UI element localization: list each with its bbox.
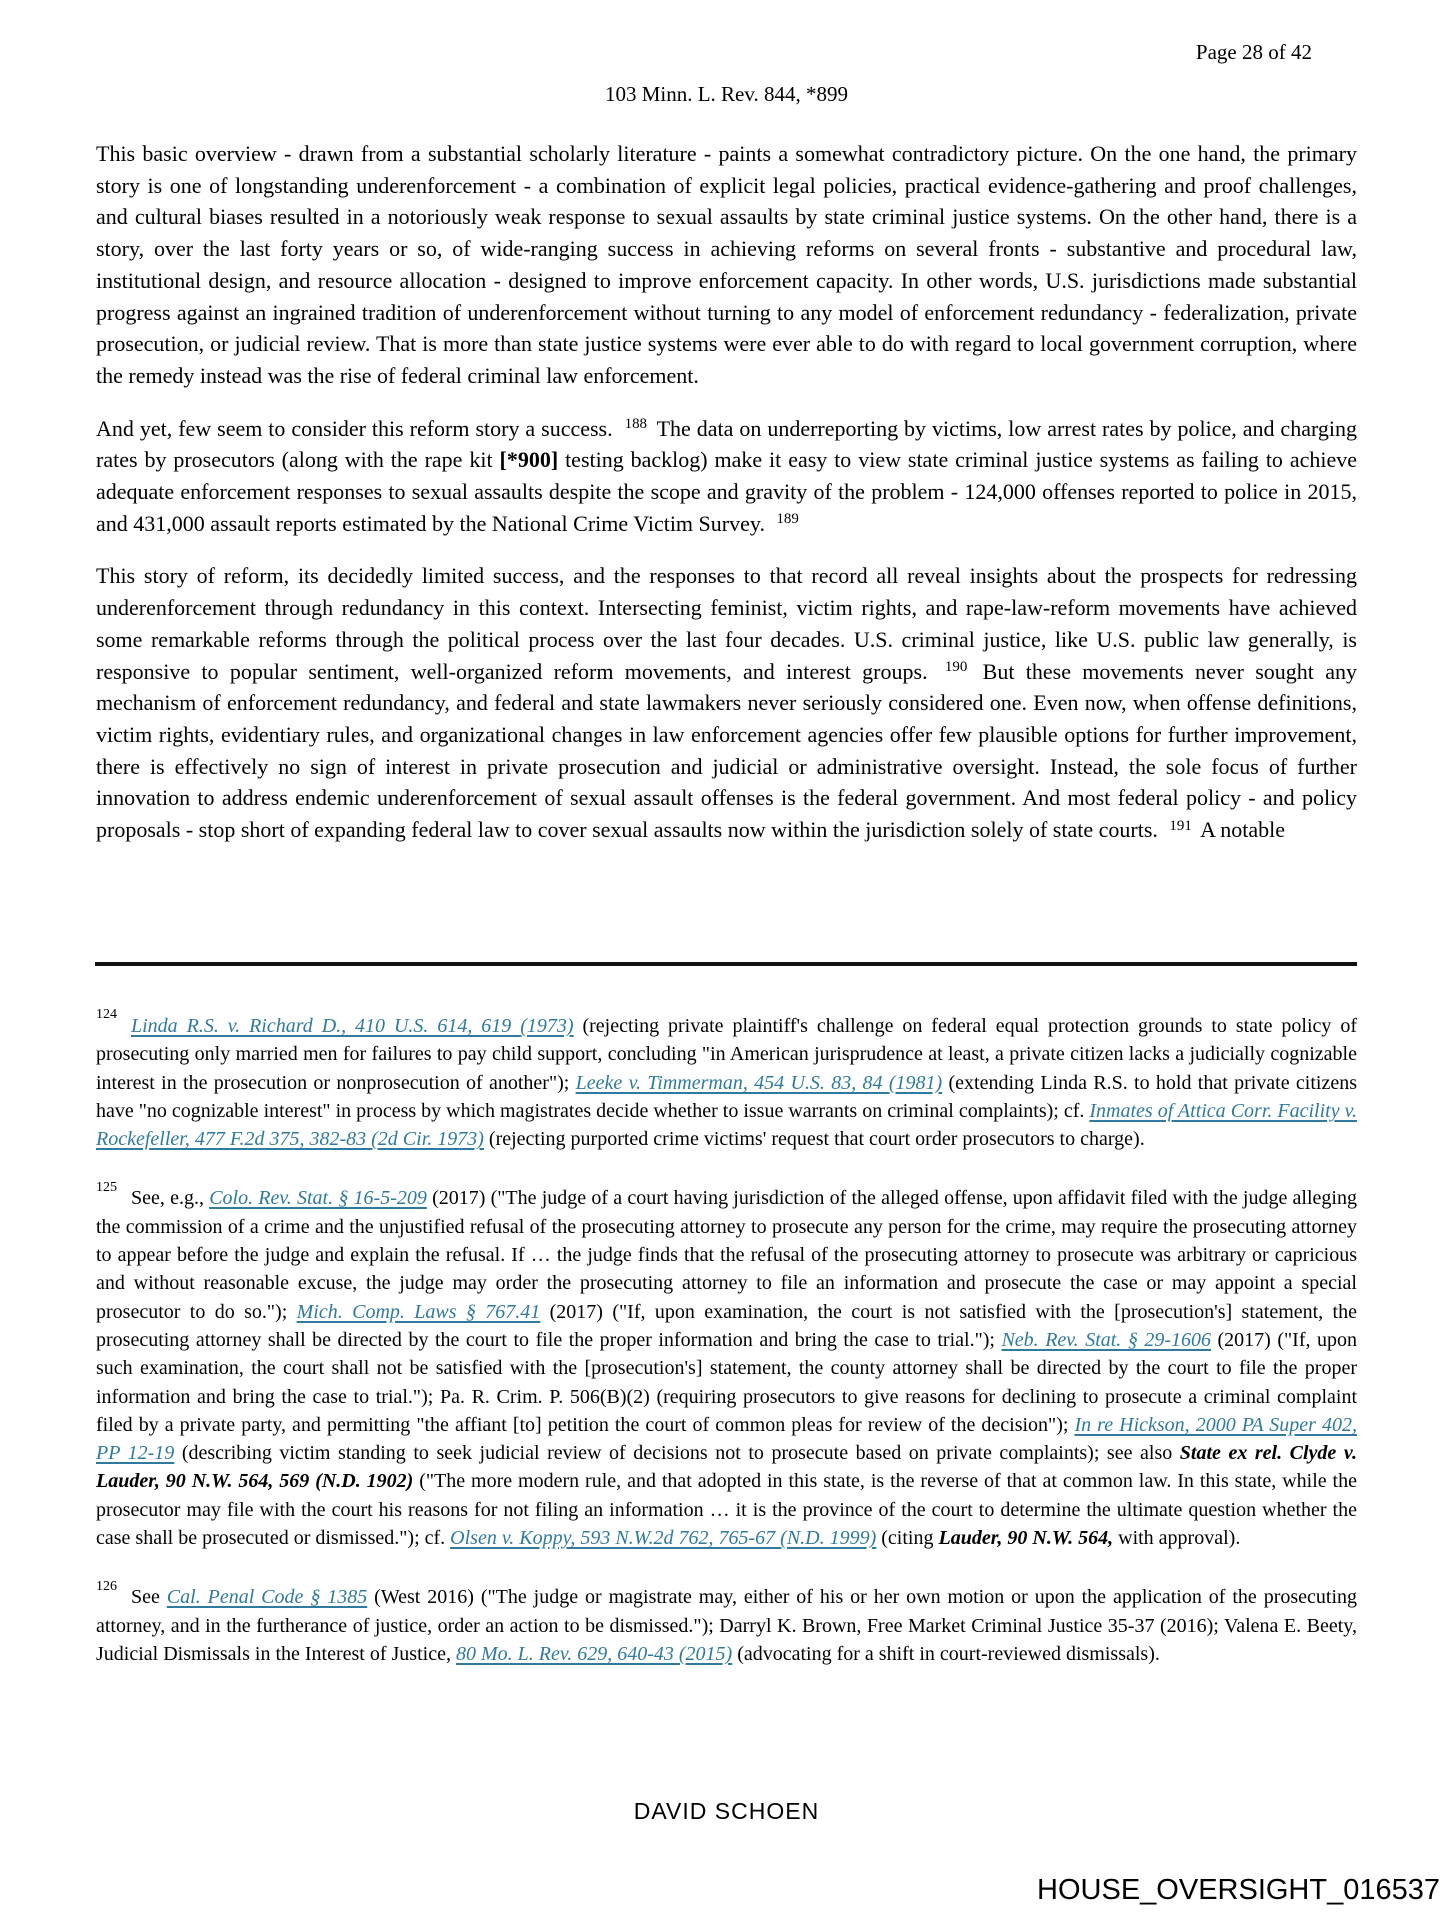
- footnote-125: [96, 1179, 1358, 1552]
- footnote-number-126: 126: [96, 1578, 117, 1594]
- text-segment: But these movements never sought any mechanism of enforcement redundancy, and federal and state lawmakers never seriously considered one. Even now, when offense definitions, victim rights, evidentiary rules, and organizational changes in law enforcement agencies offer few plausible options for further improvement, there is effectively no sign of interest in private prosecution and judicial or administrative oversight. Instead, the sole focus of further innovation to address endemic underenforcement of sexual assault offenses is the federal government. And most federal policy - and policy proposals - stop short of expanding federal law to cover sexual assaults now within the jurisdiction solely of state courts.: [96, 658, 1357, 843]
- body-text: [96, 138, 1357, 867]
- citation-link[interactable]: Colo. Rev. Stat. § 16-5-209: [209, 1187, 427, 1210]
- footnote-126: [96, 1578, 1357, 1668]
- text-segment: This story of reform, its decidedly limited success, and the responses to that record all reveal insights about the prospects for redressing underenforcement through redundancy in this context. Intersecting feminist, victim rights, and rape-law-reform movements have achieved some remarkable reforms through the political process over the last four decades. U.S. criminal justice, like U.S. public law generally, is responsive to popular sentiment, well-organized reform movements, and interest groups.: [96, 563, 1357, 684]
- footnotes-section: [96, 1007, 1358, 1699]
- citation-link[interactable]: Mich. Comp. Laws § 767.41: [296, 1300, 541, 1323]
- text-segment: (citing: [876, 1527, 939, 1550]
- citation-link[interactable]: Neb. Rev. Stat. § 29-1606: [1001, 1328, 1211, 1351]
- footnote-ref-sup: 190: [944, 659, 968, 676]
- citation-header: 103 Minn. L. Rev. 844, *899: [604, 82, 849, 106]
- text-segment: (advocating for a shift in court-reviewed dismissals).: [732, 1642, 1160, 1665]
- text-segment: The data on underreporting by victims, low arrest rates by police, and charging rates by prosecutors (along with the rape kit: [96, 415, 1357, 473]
- citation-link[interactable]: Linda R.S. v. Richard D., 410 U.S. 614, 619 (1973): [131, 1015, 574, 1037]
- footnote-text-126: [96, 1586, 1357, 1665]
- bates-number: HOUSE_OVERSIGHT_016537: [1037, 1874, 1440, 1906]
- text-segment: See, e.g.,: [131, 1187, 210, 1210]
- text-segment: (rejecting private plaintiff's challenge on federal equal protection grounds to state policy of prosecuting only married men for failures to pay child support, concluding "in American jurisprudence at least, a private citizen lacks a judicially cognizable interest in the prosecution or nonprosecution of another");: [96, 1015, 1358, 1094]
- footnote-number-124: 124: [96, 1007, 117, 1023]
- footnote-124: [96, 1007, 1358, 1153]
- text-segment: See: [131, 1586, 167, 1609]
- citation-link[interactable]: 80 Mo. L. Rev. 629, 640-43 (2015): [455, 1642, 733, 1665]
- text-segment: (rejecting purported crime victims' request that court order prosecutors to charge).: [483, 1128, 1145, 1151]
- footnote-text-124: [96, 1015, 1357, 1150]
- page-ref-bold: [*900]: [499, 447, 559, 473]
- text-segment: (2017) ("If, upon such examination, the court shall not be satisfied with the [prosecution's] statement, the county attorney shall be directed by the court to file the proper information and bring the case to trial."); Pa. R. Crim. P. 506(B)(2) (requiring prosecutors to give reasons for declining to prosecute a criminal complaint filed by a private party, and permitting "the affiant [to] petition the court of common pleas for review of the decision");: [96, 1328, 1357, 1436]
- author-footer: DAVID SCHOEN: [633, 1798, 820, 1824]
- body-paragraph-1: [96, 138, 1357, 392]
- citation-link[interactable]: Inmates of Attica Corr. Facility v. Rockefeller, 477 F.2d 375, 382-83 (2d Cir. 1973): [96, 1099, 1357, 1151]
- text-segment: This basic overview - drawn from a substantial scholarly literature - paints a somewhat contradictory picture. On the one hand, the primary story is one of longstanding underenforcement - a combination of explicit legal policies, practical evidence-gathering and proof challenges, and cultural biases resulted in a notoriously weak response to sexual assaults by state criminal justice systems. On the other hand, there is a story, over the last forty years or so, of wide-ranging success in achieving reforms on several fronts - substantive and procedural law, institutional design, and resource allocation - designed to improve enforcement capacity. In other words, U.S. jurisdictions made substantial progress against an ingrained tradition of underenforcement without turning to any model of enforcement redundancy - federalization, private prosecution, or judicial review. That is more than state justice systems were ever able to do with regard to local government corruption, where the remedy instead was the rise of federal criminal law enforcement.: [96, 141, 1357, 388]
- citation-link[interactable]: In re Hickson, 2000 PA Super 402, PP 12-19: [96, 1413, 1357, 1465]
- footnote-ref-sup: 188: [624, 416, 648, 433]
- text-segment: (2017) ("The judge of a court having jurisdiction of the alleged offense, upon affidavit filed with the judge alleging the commission of a crime and the unjustified refusal of the prosecuting attorney to prosecute any person for the crime, may require the prosecuting attorney to appear before the judge and explain the refusal. If … the judge finds that the refusal of the prosecuting attorney to prosecute was arbitrary or capricious and without reasonable excuse, the judge may order the prosecuting attorney to file an information and prosecute the case or may appoint a special prosecutor to do so.");: [96, 1187, 1357, 1323]
- body-paragraph-3: [96, 560, 1357, 845]
- footnote-separator-rule: [95, 962, 1357, 966]
- text-segment: (describing victim standing to seek judicial review of decisions not to prosecute based on private complaints); see also: [174, 1442, 1180, 1465]
- page-indicator: Page 28 of 42: [1195, 40, 1312, 64]
- citation-link[interactable]: Cal. Penal Code § 1385: [166, 1586, 368, 1609]
- case-name-bold-italic: Lauder, 90 N.W. 564,: [938, 1527, 1114, 1550]
- text-segment: (West 2016) ("The judge or magistrate may, either of his or her own motion or upon the application of the prosecuting attorney, and in the furtherance of justice, order an action to be dismissed."); Darryl K. Brown, Free Market Criminal Justice 35-37 (2016); Valena E. Beety, Judicial Dismissals in the Interest of Justice,: [96, 1586, 1357, 1665]
- case-name-bold-italic: State ex rel. Clyde v. Lauder, 90 N.W. 564, 569 (N.D. 1902): [96, 1442, 1358, 1493]
- text-segment: ("The more modern rule, and that adopted in this state, is the reverse of that at common law. In this state, while the prosecutor may file with the court his reasons for not filing an information … it is the province of the court to determine the ultimate question whether the case shall be prosecuted or dismissed."); cf.: [96, 1470, 1357, 1550]
- footnote-ref-sup: 189: [776, 511, 799, 528]
- text-segment: (2017) ("If, upon examination, the court is not satisfied with the [prosecution's] statement, the prosecuting attorney shall be directed by the court to file the proper information and bring the case to trial.");: [96, 1300, 1357, 1351]
- text-segment: A notable: [1195, 817, 1286, 843]
- text-segment: with approval).: [1113, 1527, 1241, 1550]
- citation-link[interactable]: Olsen v. Koppy, 593 N.W.2d 762, 765-67 (N.D. 1999): [450, 1527, 877, 1550]
- footnote-number-125: 125: [96, 1179, 117, 1195]
- text-segment: And yet, few seem to consider this reform story a success.: [96, 415, 619, 441]
- footnote-ref-sup: 191: [1169, 817, 1192, 834]
- text-segment: (extending Linda R.S. to hold that private citizens have "no cognizable interest" in process by which magistrates decide whether to issue warrants on criminal complaints); cf.: [96, 1071, 1358, 1122]
- footnote-text-125: [96, 1187, 1357, 1549]
- citation-link[interactable]: Leeke v. Timmerman, 454 U.S. 83, 84 (1981): [575, 1071, 943, 1094]
- text-segment: testing backlog) make it easy to view state criminal justice systems as failing to achieve adequate enforcement responses to sexual assaults despite the scope and gravity of the problem - 124,000 offenses reported to police in 2015, and 431,000 assault reports estimated by the National Crime Victim Survey.: [96, 447, 1358, 536]
- body-paragraph-2: [96, 413, 1357, 540]
